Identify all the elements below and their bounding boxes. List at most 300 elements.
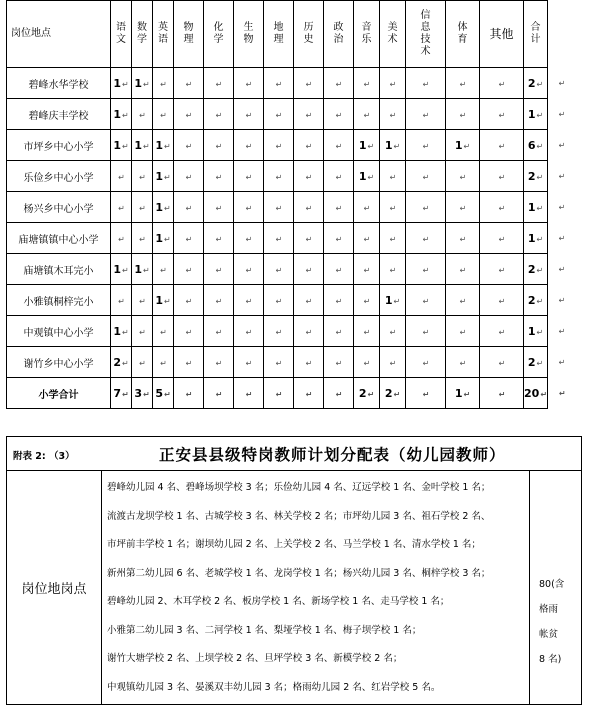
allocation-cell	[354, 223, 380, 254]
return-mark-icon: ↵	[275, 172, 283, 182]
return-mark-icon: ↵	[305, 172, 313, 182]
allocation-cell	[153, 285, 174, 316]
allocation-cell	[324, 130, 354, 161]
return-mark-icon: ↵	[422, 327, 430, 337]
allocation-cell	[324, 161, 354, 192]
header-label: 物理	[183, 22, 194, 45]
allocation-cell	[153, 378, 174, 409]
allocation-cell	[380, 192, 406, 223]
allocation-cell	[264, 68, 294, 99]
allocation-cell	[234, 223, 264, 254]
return-mark-icon: ↵	[498, 203, 506, 213]
allocation-cell	[324, 68, 354, 99]
header-label: 体育	[457, 22, 468, 45]
return-mark-icon: ↵	[335, 327, 343, 337]
post-location-label: 岗位地岗点	[7, 471, 102, 704]
return-mark-icon: ↵	[185, 265, 193, 275]
allocation-cell	[324, 285, 354, 316]
return-mark-icon: ↵	[459, 327, 467, 337]
row-end-mark: ↵	[558, 264, 566, 274]
allocation-value: 2	[527, 355, 536, 369]
return-mark-icon: ↵	[305, 358, 313, 368]
return-mark-icon: ↵	[498, 172, 506, 182]
return-mark-icon: ↵	[335, 110, 343, 120]
return-mark-icon: ↵	[363, 110, 371, 120]
return-mark-icon: ↵	[215, 79, 223, 89]
return-mark-icon: ↵	[305, 141, 313, 151]
allocation-cell	[132, 130, 153, 161]
allocation-cell	[234, 347, 264, 378]
return-mark-icon: ↵	[121, 79, 129, 89]
row-end-mark: ↵	[558, 140, 566, 150]
header-geography	[264, 1, 294, 68]
allocation-cell	[132, 99, 153, 130]
allocation-cell	[132, 378, 153, 409]
return-mark-icon: ↵	[215, 358, 223, 368]
allocation-cell	[294, 316, 324, 347]
allocation-cell	[354, 254, 380, 285]
allocation-value: 1	[113, 324, 121, 338]
allocation-value: 2	[527, 76, 536, 90]
return-mark-icon: ↵	[459, 234, 467, 244]
allocation-line: 碧峰幼儿园 4 名、碧峰场坝学校 3 名；乐俭幼儿园 4 名、辽远学校 1 名、金叶学校 1 名；	[107, 482, 491, 493]
allocation-cell	[204, 161, 234, 192]
allocation-cell	[153, 254, 174, 285]
return-mark-icon: ↵	[422, 203, 430, 213]
return-mark-icon: ↵	[185, 327, 193, 337]
table-title-row	[7, 437, 581, 471]
allocation-cell	[294, 347, 324, 378]
return-mark-icon: ↵	[163, 172, 171, 182]
allocation-cell	[380, 347, 406, 378]
table-row	[7, 223, 577, 254]
allocation-cell	[153, 68, 174, 99]
allocation-cell	[264, 161, 294, 192]
return-mark-icon: ↵	[215, 389, 223, 399]
return-mark-icon: ↵	[139, 358, 146, 368]
return-mark-icon: ↵	[215, 327, 223, 337]
header-chemistry	[204, 1, 234, 68]
allocation-line: 小雅第二幼儿园 3 名、二河学校 1 名、梨垭学校 1 名、梅子坝学校 1 名；	[107, 624, 422, 636]
allocation-cell	[174, 378, 204, 409]
return-mark-icon: ↵	[275, 234, 283, 244]
allocation-value: 1	[134, 138, 142, 152]
return-mark-icon: ↵	[142, 141, 150, 151]
allocation-cell	[264, 347, 294, 378]
row-end-mark: ↵	[558, 326, 566, 336]
allocation-value: 1	[358, 138, 367, 152]
return-mark-icon: ↵	[245, 141, 253, 151]
return-mark-icon: ↵	[121, 141, 129, 151]
allocation-cell	[480, 285, 524, 316]
primary-school-allocation-table	[6, 0, 577, 409]
allocation-cell	[174, 130, 204, 161]
return-mark-icon: ↵	[422, 296, 430, 306]
site-name: 中观镇中心小学	[7, 316, 111, 347]
return-mark-icon: ↵	[498, 234, 506, 244]
return-mark-icon: ↵	[185, 389, 193, 399]
allocation-value: 2	[527, 262, 536, 276]
allocation-cell	[132, 254, 153, 285]
total-count-cell	[529, 471, 581, 704]
allocation-cell	[204, 285, 234, 316]
return-mark-icon: ↵	[142, 389, 150, 399]
allocation-cell	[174, 254, 204, 285]
return-mark-icon: ↵	[536, 141, 544, 151]
site-name: 碧峰水华学校	[7, 68, 111, 99]
return-mark-icon: ↵	[121, 389, 129, 399]
table-row	[7, 192, 577, 223]
return-mark-icon: ↵	[498, 358, 506, 368]
return-mark-icon: ↵	[163, 141, 171, 151]
return-mark-icon: ↵	[498, 389, 506, 399]
allocation-cell	[446, 254, 480, 285]
allocation-cell	[174, 316, 204, 347]
allocation-cell	[174, 68, 204, 99]
allocation-cell	[111, 161, 132, 192]
allocation-cell	[294, 254, 324, 285]
header-label: 美术	[387, 22, 398, 45]
allocation-cell	[111, 68, 132, 99]
allocation-value: 1	[358, 169, 367, 183]
allocation-cell	[204, 192, 234, 223]
allocation-cell	[234, 378, 264, 409]
allocation-cell	[524, 130, 548, 161]
return-mark-icon: ↵	[305, 265, 313, 275]
allocation-cell	[324, 347, 354, 378]
header-history	[294, 1, 324, 68]
allocation-line: 谢竹大塘学校 2 名、上坝学校 2 名、旦坪学校 3 名、新模学校 2 名；	[107, 653, 403, 664]
allocation-cell	[132, 347, 153, 378]
header-biology	[234, 1, 264, 68]
allocation-value: 6	[527, 138, 536, 152]
header-label: 政治	[333, 22, 344, 45]
return-mark-icon: ↵	[422, 265, 430, 275]
return-mark-icon: ↵	[422, 358, 430, 368]
allocation-cell	[111, 223, 132, 254]
allocation-cell	[406, 99, 446, 130]
allocation-cell	[324, 316, 354, 347]
allocation-cell	[354, 192, 380, 223]
allocation-cell	[204, 347, 234, 378]
allocation-cell	[153, 223, 174, 254]
return-mark-icon: ↵	[536, 172, 544, 182]
return-mark-icon: ↵	[363, 327, 371, 337]
allocation-cell	[234, 99, 264, 130]
return-mark-icon: ↵	[245, 296, 253, 306]
return-mark-icon: ↵	[245, 172, 253, 182]
allocation-cell	[153, 192, 174, 223]
return-mark-icon: ↵	[389, 172, 397, 182]
allocation-value: 1	[155, 138, 163, 152]
allocation-cell	[380, 130, 406, 161]
allocation-cell	[406, 254, 446, 285]
return-mark-icon: ↵	[275, 141, 283, 151]
header-math	[132, 1, 153, 68]
allocation-cell	[204, 378, 234, 409]
allocation-cell	[524, 68, 548, 99]
return-mark-icon: ↵	[142, 265, 150, 275]
return-mark-icon: ↵	[335, 203, 343, 213]
return-mark-icon: ↵	[118, 203, 125, 213]
return-mark-icon: ↵	[305, 296, 313, 306]
return-mark-icon: ↵	[363, 296, 371, 306]
kindergarten-allocation-table	[6, 436, 582, 705]
return-mark-icon: ↵	[275, 327, 283, 337]
return-mark-icon: ↵	[245, 265, 253, 275]
return-mark-icon: ↵	[185, 79, 193, 89]
allocation-cell	[354, 378, 380, 409]
allocation-value: 2	[113, 355, 121, 369]
return-mark-icon: ↵	[389, 110, 397, 120]
allocation-value: 1	[134, 76, 142, 90]
return-mark-icon: ↵	[142, 79, 150, 89]
return-mark-icon: ↵	[389, 203, 397, 213]
return-mark-icon: ↵	[393, 296, 401, 306]
row-end-mark: ↵	[558, 202, 566, 212]
allocation-value: 7	[113, 386, 121, 400]
return-mark-icon: ↵	[245, 203, 253, 213]
return-mark-icon: ↵	[121, 110, 129, 120]
allocation-cell	[294, 99, 324, 130]
table-row	[7, 347, 577, 378]
allocation-cell	[446, 68, 480, 99]
return-mark-icon: ↵	[160, 327, 167, 337]
allocation-cell	[174, 223, 204, 254]
header-label: 生物	[243, 22, 254, 45]
return-mark-icon: ↵	[275, 296, 283, 306]
return-mark-icon: ↵	[121, 358, 129, 368]
allocation-cell	[354, 161, 380, 192]
total-count-text: 8 名)	[539, 654, 562, 665]
return-mark-icon: ↵	[498, 327, 506, 337]
site-name: 庙塘镇镇中心小学	[7, 223, 111, 254]
return-mark-icon: ↵	[245, 389, 253, 399]
allocation-value: 1	[155, 231, 163, 245]
header-it	[406, 1, 446, 68]
allocation-cell	[480, 223, 524, 254]
table-row	[7, 316, 577, 347]
allocation-cell	[380, 223, 406, 254]
allocation-cell	[446, 316, 480, 347]
return-mark-icon: ↵	[335, 265, 343, 275]
allocation-cell	[480, 161, 524, 192]
allocation-value: 1	[527, 107, 536, 121]
allocation-cell	[264, 254, 294, 285]
site-name: 小雅镇桐梓完小	[7, 285, 111, 316]
return-mark-icon: ↵	[389, 265, 397, 275]
return-mark-icon: ↵	[139, 327, 146, 337]
return-mark-icon: ↵	[305, 203, 313, 213]
allocation-cell	[294, 285, 324, 316]
return-mark-icon: ↵	[335, 172, 343, 182]
allocation-value: 2	[358, 386, 367, 400]
return-mark-icon: ↵	[536, 203, 544, 213]
total-count-text: 80(含	[539, 579, 565, 590]
allocation-cell	[111, 130, 132, 161]
header-label: 数学	[137, 22, 147, 45]
allocation-cell	[153, 347, 174, 378]
allocation-value: 1	[113, 138, 121, 152]
return-mark-icon: ↵	[185, 141, 193, 151]
allocation-cell	[446, 192, 480, 223]
header-label: 合计	[530, 22, 541, 45]
allocation-cell	[264, 99, 294, 130]
return-mark-icon: ↵	[275, 203, 283, 213]
header-label: 岗位地点	[11, 28, 51, 39]
allocation-cell	[132, 192, 153, 223]
total-count-text: 帐贫	[539, 629, 559, 640]
allocation-cell	[380, 161, 406, 192]
allocation-cell	[204, 68, 234, 99]
return-mark-icon: ↵	[459, 358, 467, 368]
return-mark-icon: ↵	[139, 234, 146, 244]
return-mark-icon: ↵	[459, 110, 467, 120]
return-mark-icon: ↵	[459, 79, 467, 89]
allocation-cell	[174, 347, 204, 378]
return-mark-icon: ↵	[185, 234, 193, 244]
allocation-cell	[111, 99, 132, 130]
allocation-cell	[380, 68, 406, 99]
allocation-value: 1	[155, 200, 163, 214]
allocation-cell	[132, 68, 153, 99]
allocation-cell	[354, 285, 380, 316]
row-end-mark: ↵	[558, 357, 566, 367]
site-name: 市坪乡中心小学	[7, 130, 111, 161]
return-mark-icon: ↵	[422, 172, 430, 182]
allocation-cell	[354, 316, 380, 347]
allocation-cell	[406, 68, 446, 99]
return-mark-icon: ↵	[118, 172, 125, 182]
allocation-cell	[132, 316, 153, 347]
allocation-cell	[324, 192, 354, 223]
return-mark-icon: ↵	[160, 79, 167, 89]
allocation-cell	[294, 161, 324, 192]
allocation-cell	[324, 223, 354, 254]
school-allocation-list	[103, 471, 530, 704]
allocation-cell	[406, 161, 446, 192]
return-mark-icon: ↵	[121, 327, 129, 337]
allocation-cell	[174, 161, 204, 192]
return-mark-icon: ↵	[305, 110, 313, 120]
return-mark-icon: ↵	[185, 358, 193, 368]
header-other	[480, 1, 524, 68]
allocation-cell	[153, 316, 174, 347]
return-mark-icon: ↵	[536, 327, 544, 337]
allocation-value: 1	[384, 293, 393, 307]
allocation-cell	[111, 378, 132, 409]
return-mark-icon: ↵	[335, 358, 343, 368]
return-mark-icon: ↵	[335, 234, 343, 244]
header-politics	[324, 1, 354, 68]
allocation-value: 1	[155, 169, 163, 183]
allocation-cell	[354, 130, 380, 161]
return-mark-icon: ↵	[422, 389, 430, 399]
allocation-value: 2	[527, 169, 536, 183]
allocation-cell	[446, 99, 480, 130]
row-end-mark: ↵	[558, 78, 566, 88]
table-row	[7, 254, 577, 285]
allocation-cell	[446, 378, 480, 409]
row-end-mark: ↵	[558, 109, 566, 119]
allocation-cell	[153, 130, 174, 161]
allocation-cell	[132, 223, 153, 254]
header-site	[7, 1, 111, 68]
allocation-value: 1	[454, 138, 463, 152]
total-count-text: 格雨	[539, 604, 559, 615]
allocation-line: 流渡古龙坝学校 1 名、古城学校 3 名、林关学校 2 名；市坪幼儿园 3 名、祖石学校 2 名、	[107, 510, 491, 522]
return-mark-icon: ↵	[536, 79, 544, 89]
allocation-cell	[406, 223, 446, 254]
allocation-cell	[264, 130, 294, 161]
allocation-value: 1	[113, 76, 121, 90]
return-mark-icon: ↵	[121, 265, 129, 275]
allocation-cell	[446, 285, 480, 316]
allocation-cell	[480, 99, 524, 130]
return-mark-icon: ↵	[305, 234, 313, 244]
allocation-value: 5	[155, 386, 163, 400]
return-mark-icon: ↵	[275, 110, 283, 120]
return-mark-icon: ↵	[363, 234, 371, 244]
return-mark-icon: ↵	[536, 234, 544, 244]
allocation-cell	[354, 68, 380, 99]
return-mark-icon: ↵	[459, 265, 467, 275]
site-name: 谢竹乡中心小学	[7, 347, 111, 378]
allocation-cell	[111, 254, 132, 285]
return-mark-icon: ↵	[163, 234, 171, 244]
return-mark-icon: ↵	[389, 358, 397, 368]
site-name: 乐俭乡中心小学	[7, 161, 111, 192]
allocation-cell	[111, 192, 132, 223]
allocation-cell	[264, 378, 294, 409]
allocation-cell	[234, 68, 264, 99]
return-mark-icon: ↵	[139, 172, 146, 182]
return-mark-icon: ↵	[118, 296, 125, 306]
return-mark-icon: ↵	[305, 389, 313, 399]
allocation-cell	[294, 68, 324, 99]
allocation-cell	[446, 223, 480, 254]
allocation-cell	[234, 316, 264, 347]
allocation-value: 1	[384, 138, 393, 152]
row-end-mark: ↵	[558, 171, 566, 181]
return-mark-icon: ↵	[367, 172, 375, 182]
allocation-cell	[380, 254, 406, 285]
allocation-cell	[524, 99, 548, 130]
allocation-value: 1	[134, 262, 142, 276]
return-mark-icon: ↵	[335, 296, 343, 306]
allocation-cell	[480, 378, 524, 409]
return-mark-icon: ↵	[160, 265, 167, 275]
return-mark-icon: ↵	[163, 389, 171, 399]
allocation-cell	[234, 192, 264, 223]
allocation-value: 1	[527, 231, 536, 245]
allocation-value: 1	[155, 293, 163, 307]
allocation-cell	[234, 161, 264, 192]
table-row	[7, 285, 577, 316]
header-label: 化学	[213, 22, 224, 45]
return-mark-icon: ↵	[363, 79, 371, 89]
allocation-cell	[234, 130, 264, 161]
return-mark-icon: ↵	[422, 79, 430, 89]
allocation-cell	[380, 285, 406, 316]
row-end-mark: ↵	[558, 233, 566, 243]
allocation-cell	[524, 161, 548, 192]
allocation-cell	[204, 254, 234, 285]
return-mark-icon: ↵	[185, 296, 193, 306]
return-mark-icon: ↵	[363, 265, 371, 275]
return-mark-icon: ↵	[422, 234, 430, 244]
allocation-cell	[480, 347, 524, 378]
